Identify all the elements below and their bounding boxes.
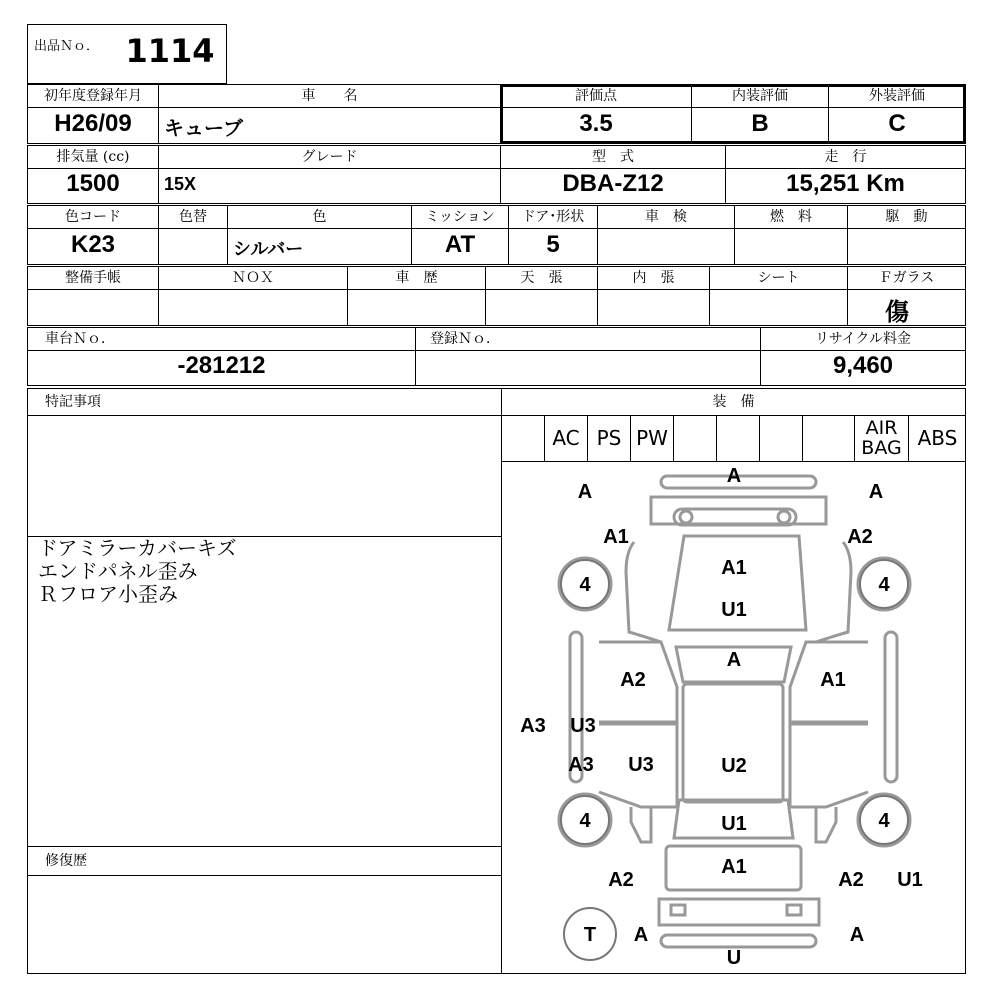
seat-label: シート (757, 270, 800, 286)
door-value: 5 (546, 231, 560, 258)
mark-left-front-door: A2 (620, 669, 646, 691)
equip-slot-ac: AC (544, 416, 587, 461)
roof-label: 天 張 (520, 270, 563, 286)
mark-front-right-corner: A (868, 481, 884, 503)
chassis-value: -281212 (177, 352, 266, 379)
rear-bumper-shape (661, 935, 816, 947)
fuel-value-cell (734, 228, 848, 265)
equip-slot-pw: PW (630, 416, 673, 461)
mark-left-rear-quarter: A2 (608, 869, 634, 891)
mark-right-front-door: A1 (820, 669, 846, 691)
remark-line-3: Ｒフロア小歪み (38, 582, 178, 606)
mark-hood-2: U1 (721, 599, 747, 621)
equip-slot-6 (716, 416, 759, 461)
regno-label: 登録Ｎｏ． (430, 331, 500, 347)
color-value: シルバー (233, 239, 304, 259)
mark-rear-left-corner: A (633, 924, 649, 946)
mark-right-front-tire: 4 (878, 574, 890, 596)
equip-slot-ps: PS (587, 416, 630, 461)
drive-label: 駆 動 (885, 209, 928, 225)
displacement-label: 排気量 (cc) (56, 149, 130, 165)
maint-value-cell (27, 289, 159, 326)
right-front-fender-shape (816, 542, 851, 642)
remarks-divider (27, 415, 502, 416)
mark-front-left-corner: A (577, 481, 593, 503)
roof-value-cell (485, 289, 598, 326)
maint-label: 整備手帳 (65, 270, 121, 286)
left-rear-quarter-shape (631, 807, 651, 842)
inner-label: 内 張 (632, 270, 675, 286)
colorcode-label: 色コード (65, 209, 121, 225)
equip-slot-8 (802, 416, 854, 461)
mark-rear-glass: U1 (721, 813, 747, 835)
car-damage-diagram (501, 462, 966, 974)
mark-left-step-1: A3 (520, 715, 546, 737)
remark-line-2: エンドパネル歪み (38, 559, 198, 583)
repair-divider (27, 846, 502, 847)
left-emblem-shape (680, 511, 692, 523)
mileage-label: 走 行 (824, 149, 867, 165)
right-rear-door-shape (790, 724, 868, 807)
equip-slot-1 (501, 416, 544, 461)
colorcode-value: K23 (70, 231, 116, 258)
mark-front-bumper: A (726, 465, 742, 487)
inner-value-cell (597, 289, 710, 326)
regno-value-cell (415, 350, 761, 386)
repair-label: 修復歴 (45, 853, 87, 869)
mark-roof: U2 (721, 755, 747, 777)
score-value: 3.5 (579, 110, 613, 137)
history-value-cell (347, 289, 486, 326)
mark-left-front-tire: 4 (579, 574, 591, 596)
mark-rear-bumper: U (726, 947, 742, 969)
mark-right-front-fender: A2 (847, 526, 873, 548)
colorchange-value-cell (158, 228, 228, 265)
remarks-notes (38, 537, 237, 606)
lot-number: 1114 (125, 32, 215, 70)
repair-divider-2 (27, 875, 502, 876)
mark-hood-1: A1 (721, 557, 747, 579)
mark-left-rear-tire: 4 (579, 810, 591, 832)
lot-label: 出品Ｎｏ． (34, 39, 100, 54)
exterior-value: C (888, 110, 906, 137)
fuel-label: 燃 料 (770, 209, 812, 225)
remarks-label: 特記事項 (45, 394, 101, 410)
right-step-shape (885, 632, 897, 782)
mark-right-rear-tire: 4 (878, 810, 890, 832)
grade-label: グレード (301, 149, 358, 165)
recycle-label: リサイクル料金 (814, 331, 912, 347)
mission-label: ミッション (425, 209, 495, 225)
roof-shape (683, 684, 783, 802)
nox-label: ＮＯＸ (232, 270, 274, 286)
left-tail-lamp-shape (671, 905, 685, 915)
name-label: 車 名 (301, 88, 358, 104)
mark-back-door: A1 (721, 856, 747, 878)
mileage-value: 15,251 Km (786, 170, 905, 197)
mark-left-front-fender: A1 (603, 526, 629, 548)
door-label: ドア･形状 (521, 209, 585, 225)
mission-value: AT (444, 231, 476, 258)
mark-right-rear-quarter-2: U1 (897, 869, 923, 891)
equipment-label: 装 備 (712, 394, 755, 410)
equip-slot-5 (673, 416, 716, 461)
seat-value-cell (709, 289, 848, 326)
reg-label: 初年度登録年月 (44, 88, 142, 104)
name-value: キューブ (164, 118, 243, 140)
equip-slot-airbag: AIR BAG (854, 416, 908, 461)
mark-left-step-2: U3 (570, 715, 596, 737)
right-rear-quarter-shape (816, 807, 836, 842)
mark-left-rear-door-1: A3 (568, 754, 594, 776)
equip-slot-abs: ABS (908, 416, 966, 461)
mark-windshield: A (726, 649, 742, 671)
equip-slot-7 (759, 416, 802, 461)
right-tail-lamp-shape (787, 905, 801, 915)
inspection-label: 車 検 (645, 209, 687, 225)
exterior-label: 外装評価 (869, 88, 925, 104)
remarks-box (27, 388, 502, 974)
mark-spare-tire: T (583, 924, 597, 946)
left-front-fender-shape (626, 542, 661, 642)
reg-value: H26/09 (54, 110, 132, 137)
nox-value-cell (158, 289, 348, 326)
rear-end-shape (659, 899, 819, 925)
displacement-value: 1500 (66, 170, 120, 197)
mark-right-rear-quarter-1: A2 (838, 869, 864, 891)
glass-label: Ｆガラス (878, 270, 935, 286)
inspection-value-cell (597, 228, 735, 265)
glass-value: 傷 (885, 297, 909, 326)
right-emblem-shape (778, 511, 790, 523)
model-label: 型 式 (592, 149, 634, 165)
colorchange-label: 色替 (179, 209, 207, 225)
score-label: 評価点 (575, 88, 617, 104)
mark-rear-right-corner: A (849, 924, 865, 946)
drive-value-cell (847, 228, 966, 265)
interior-value: B (751, 110, 769, 137)
color-label: 色 (312, 209, 327, 225)
recycle-value: 9,460 (832, 352, 894, 379)
grade-value: 15X (164, 174, 197, 194)
mark-left-rear-door-2: U3 (628, 754, 654, 776)
model-value: DBA-Z12 (562, 170, 664, 197)
interior-label: 内装評価 (732, 88, 788, 104)
remark-line-1: ドアミラーカバーキズ (38, 536, 237, 560)
history-label: 車 歴 (395, 270, 438, 286)
chassis-label: 車台Ｎｏ． (45, 331, 115, 347)
